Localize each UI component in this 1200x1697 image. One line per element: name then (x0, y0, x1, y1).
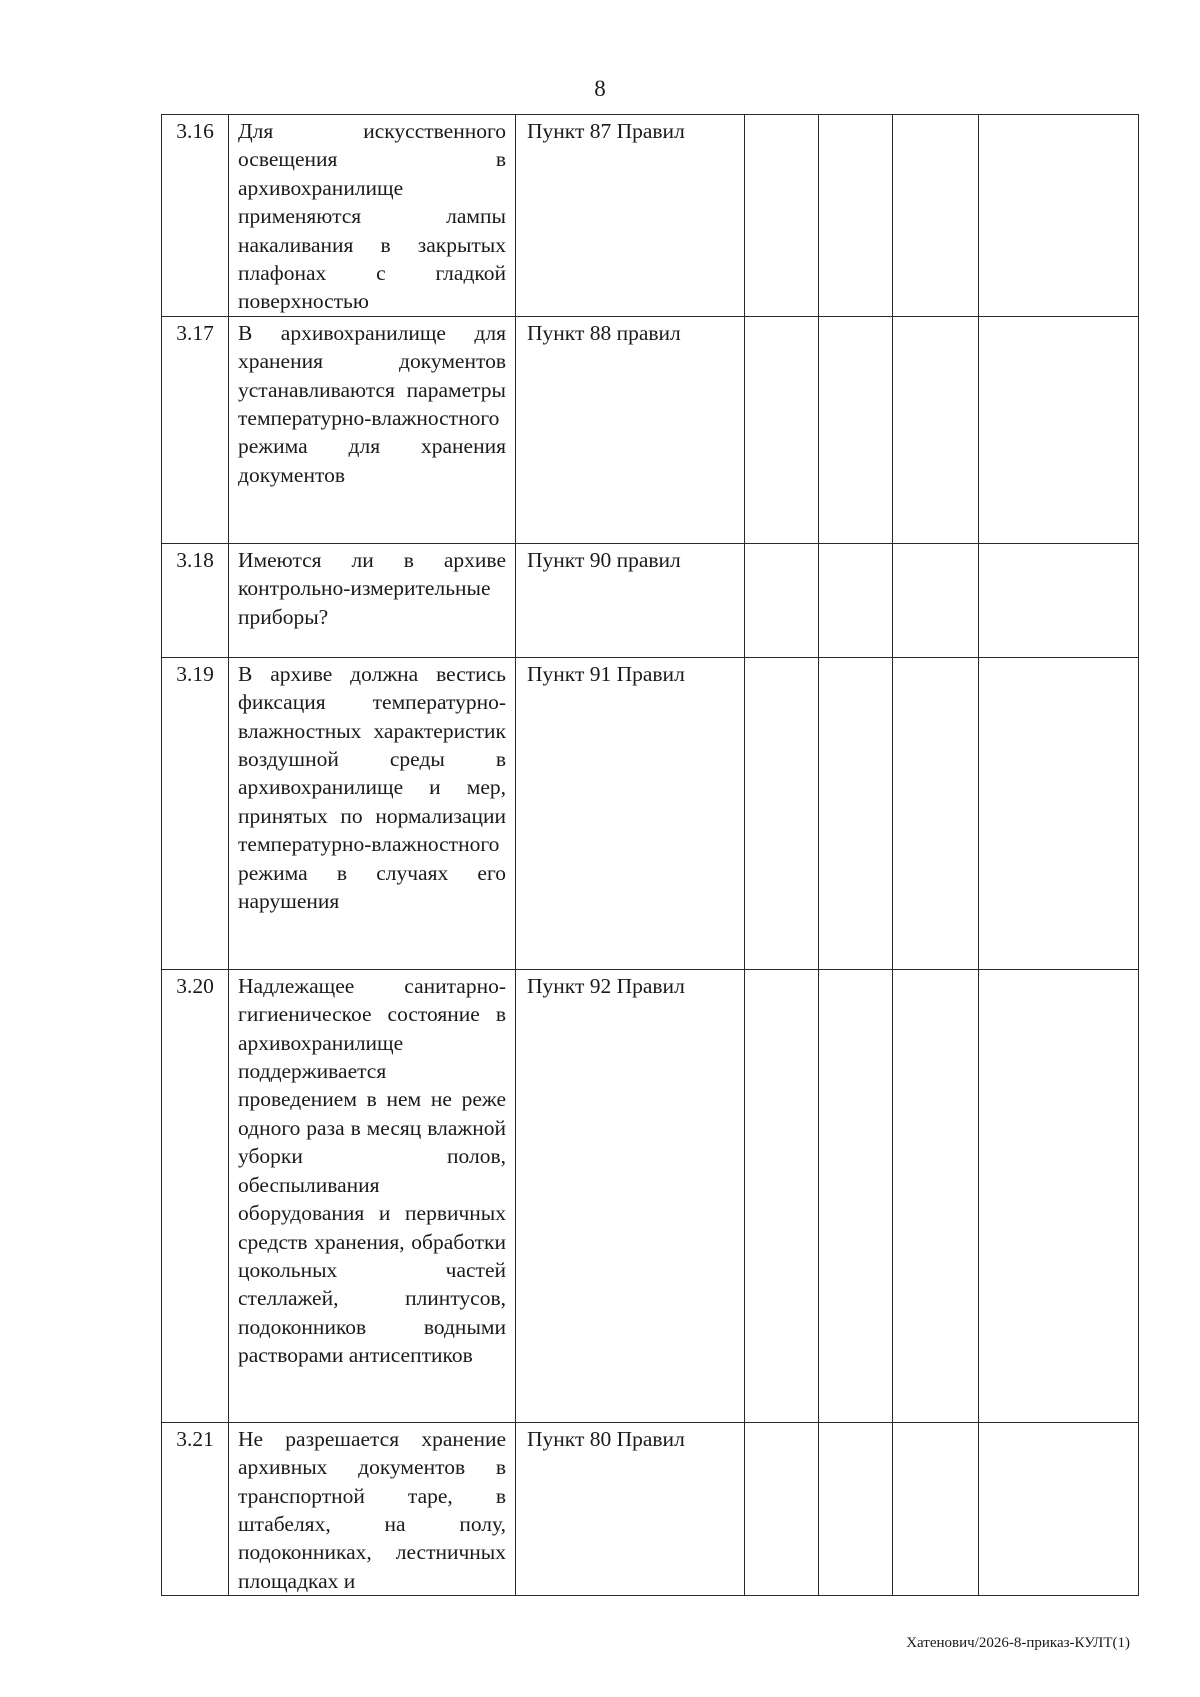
row-number: 3.16 (162, 115, 229, 317)
empty-cell (819, 657, 893, 969)
reference-text: Пункт 88 правил (516, 316, 745, 543)
empty-cell (745, 316, 819, 543)
reference-text: Пункт 80 Правил (516, 1422, 745, 1595)
empty-cell (979, 543, 1139, 657)
checklist-table (161, 114, 1139, 1596)
empty-cell (893, 969, 979, 1422)
empty-cell (979, 1422, 1139, 1595)
empty-cell (979, 115, 1139, 317)
reference-text: Пункт 87 Правил (516, 115, 745, 317)
empty-cell (979, 657, 1139, 969)
empty-cell (745, 1422, 819, 1595)
empty-cell (819, 115, 893, 317)
empty-cell (745, 115, 819, 317)
empty-cell (893, 1422, 979, 1595)
row-number: 3.21 (162, 1422, 229, 1595)
empty-cell (819, 1422, 893, 1595)
table-row (162, 316, 1139, 543)
table-row (162, 1422, 1139, 1595)
empty-cell (893, 115, 979, 317)
empty-cell (819, 316, 893, 543)
row-number: 3.17 (162, 316, 229, 543)
table-row (162, 115, 1139, 317)
empty-cell (979, 316, 1139, 543)
row-number: 3.20 (162, 969, 229, 1422)
empty-cell (979, 969, 1139, 1422)
empty-cell (819, 543, 893, 657)
requirement-text: В архивохранилище для хранения документов устанавливаются параметры температурно-влажностного режима для хранения документов (229, 316, 516, 543)
requirement-text: Имеются ли в архиве контрольно-измерительные приборы? (229, 543, 516, 657)
reference-text: Пункт 92 Правил (516, 969, 745, 1422)
empty-cell (745, 543, 819, 657)
empty-cell (893, 543, 979, 657)
table-row (162, 657, 1139, 969)
reference-text: Пункт 90 правил (516, 543, 745, 657)
table-row (162, 543, 1139, 657)
document-code: Хатенович/2026-8-приказ-КУЛТ(1) (906, 1635, 1130, 1651)
empty-cell (893, 657, 979, 969)
empty-cell (745, 969, 819, 1422)
page-number: 8 (594, 76, 606, 101)
table-row (162, 969, 1139, 1422)
requirement-text: Для искусственного освещения в архивохранилище применяются лампы накаливания в закрытых плафонах с гладкой поверхностью (229, 115, 516, 317)
row-number: 3.19 (162, 657, 229, 969)
requirement-text: Не разрешается хранение архивных документов в транспортной таре, в штабелях, на полу, подоконниках, лестничных площадках и (229, 1422, 516, 1595)
row-number: 3.18 (162, 543, 229, 657)
requirement-text: В архиве должна вестись фиксация температурно-влажностных характеристик воздушной среды в архивохранилище и мер, принятых по нормализации температурно-влажностного режима в случаях его нарушения (229, 657, 516, 969)
empty-cell (819, 969, 893, 1422)
requirement-text: Надлежащее санитарно-гигиеническое состояние в архивохранилище поддерживается проведением в нем не реже одного раза в месяц влажной уборки полов, обеспыливания оборудования и первичных средств хранения, обработки цокольных частей стеллажей, плинтусов, подоконников водными растворами антисептиков (229, 969, 516, 1422)
reference-text: Пункт 91 Правил (516, 657, 745, 969)
empty-cell (893, 316, 979, 543)
empty-cell (745, 657, 819, 969)
